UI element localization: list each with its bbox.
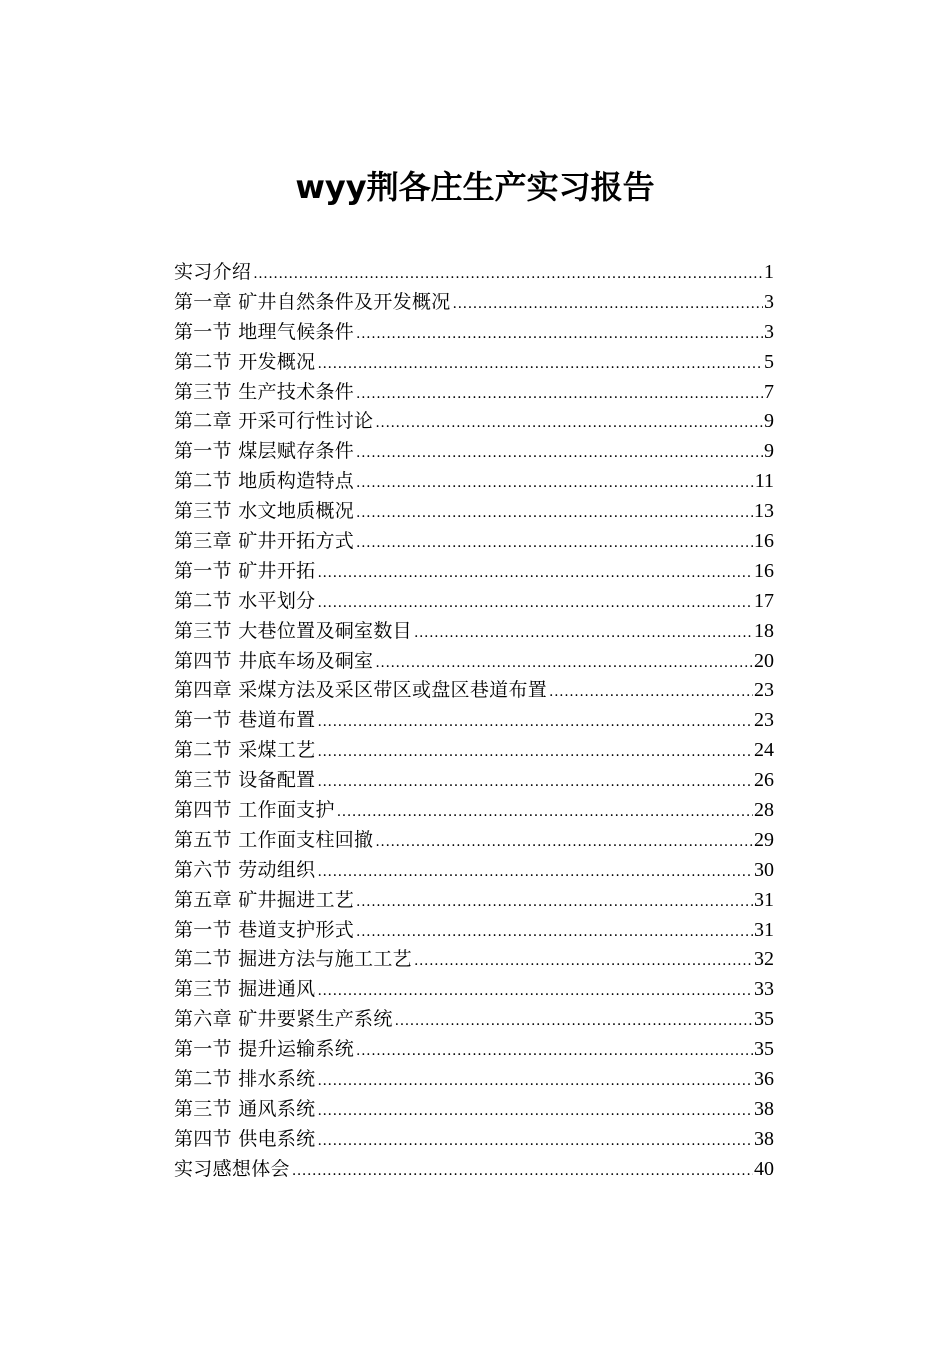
toc-entry-page-number: 9 (764, 410, 774, 433)
toc-entry-page-number: 31 (754, 918, 774, 941)
toc-entry-label: 第六章 矿井要紧生产系统 (174, 1008, 393, 1031)
toc-entry-label: 第四章 采煤方法及采区带区或盘区巷道布置 (174, 679, 548, 702)
toc-entry[interactable] (174, 706, 774, 736)
toc-dot-leader (317, 858, 753, 886)
toc-entry-page-number: 28 (754, 799, 774, 822)
toc-dot-leader (414, 947, 753, 975)
toc-entry-label: 第一节 巷道支护形式 (174, 918, 355, 941)
toc-dot-leader (375, 409, 763, 437)
toc-dot-leader (292, 1157, 753, 1185)
toc-entry[interactable] (174, 796, 774, 826)
toc-entry-page-number: 35 (754, 1008, 774, 1031)
toc-entry[interactable] (174, 258, 774, 288)
toc-entry-label: 第二节 开发概况 (174, 350, 316, 373)
toc-entry-label: 第三章 矿井开拓方式 (174, 530, 355, 553)
toc-entry-page-number: 40 (754, 1157, 774, 1180)
toc-entry-page-number: 3 (764, 290, 774, 313)
toc-entry-label: 第四节 供电系统 (174, 1127, 316, 1150)
table-of-contents (174, 258, 774, 1185)
toc-entry-label: 第二节 排水系统 (174, 1068, 316, 1091)
toc-dot-leader (356, 888, 753, 916)
toc-dot-leader (356, 499, 753, 527)
toc-entry-label: 第一节 煤层赋存条件 (174, 440, 355, 463)
toc-dot-leader (356, 918, 753, 946)
toc-entry-label: 第一节 提升运输系统 (174, 1038, 355, 1061)
toc-entry-page-number: 18 (754, 619, 774, 642)
toc-entry[interactable] (174, 288, 774, 318)
toc-entry-page-number: 17 (754, 589, 774, 612)
toc-entry[interactable] (174, 856, 774, 886)
toc-dot-leader (317, 768, 753, 796)
toc-entry-label: 第一章 矿井自然条件及开发概况 (174, 290, 451, 313)
toc-entry-label: 第一节 矿井开拓 (174, 559, 316, 582)
toc-entry-page-number: 1 (764, 261, 774, 283)
toc-dot-leader (375, 828, 753, 856)
toc-entry-label: 实习感想体会 (174, 1157, 290, 1180)
toc-dot-leader (317, 559, 753, 587)
toc-entry[interactable] (174, 647, 774, 677)
toc-entry[interactable] (174, 826, 774, 856)
toc-entry[interactable] (174, 617, 774, 647)
toc-entry[interactable] (174, 348, 774, 378)
toc-entry-label: 第二节 掘进方法与施工工艺 (174, 948, 412, 971)
toc-entry-page-number: 5 (764, 350, 774, 373)
toc-entry[interactable] (174, 557, 774, 587)
toc-entry[interactable] (174, 318, 774, 348)
toc-entry-label: 第三节 设备配置 (174, 769, 316, 792)
toc-dot-leader (356, 320, 763, 348)
toc-dot-leader (356, 529, 753, 557)
toc-entry[interactable] (174, 1035, 774, 1065)
document-title: wyy荆各庄生产实习报告 (295, 168, 655, 207)
toc-entry-label: 实习介绍 (174, 261, 252, 283)
toc-entry-page-number: 11 (754, 470, 774, 493)
toc-dot-leader (317, 1067, 753, 1095)
toc-dot-leader (317, 738, 753, 766)
toc-entry-page-number: 16 (754, 530, 774, 553)
toc-entry-page-number: 23 (754, 709, 774, 732)
toc-entry-label: 第二章 开采可行性讨论 (174, 410, 374, 433)
toc-entry-label: 第三节 通风系统 (174, 1097, 316, 1120)
toc-entry-label: 第一节 巷道布置 (174, 709, 316, 732)
toc-dot-leader (395, 1007, 753, 1035)
toc-entry[interactable] (174, 378, 774, 408)
toc-entry[interactable] (174, 676, 774, 706)
toc-dot-leader (453, 290, 763, 318)
toc-dot-leader (317, 977, 753, 1005)
toc-entry[interactable] (174, 587, 774, 617)
toc-dot-leader (317, 589, 753, 617)
toc-entry-label: 第三节 水文地质概况 (174, 500, 355, 523)
toc-entry-page-number: 24 (754, 739, 774, 762)
toc-entry-label: 第二节 水平划分 (174, 589, 316, 612)
toc-entry-page-number: 29 (754, 828, 774, 851)
toc-entry-label: 第四节 井底车场及硐室 (174, 649, 374, 672)
toc-entry-label: 第六节 劳动组织 (174, 858, 316, 881)
toc-entry[interactable] (174, 766, 774, 796)
toc-entry-page-number: 13 (754, 500, 774, 523)
toc-entry[interactable] (174, 736, 774, 766)
toc-entry[interactable] (174, 527, 774, 557)
toc-entry-page-number: 38 (754, 1127, 774, 1150)
toc-entry-label: 第五章 矿井掘进工艺 (174, 888, 355, 911)
toc-entry[interactable] (174, 886, 774, 916)
toc-entry-page-number: 23 (754, 679, 774, 702)
toc-entry-label: 第一节 地理气候条件 (174, 320, 355, 343)
toc-entry-label: 第三节 生产技术条件 (174, 380, 355, 403)
toc-entry-label: 第二节 采煤工艺 (174, 739, 316, 762)
toc-entry-page-number: 9 (764, 440, 774, 463)
toc-dot-leader (317, 350, 763, 378)
toc-entry-label: 第四节 工作面支护 (174, 799, 335, 822)
toc-entry[interactable] (174, 497, 774, 527)
toc-entry[interactable] (174, 975, 774, 1005)
toc-entry[interactable] (174, 1065, 774, 1095)
toc-entry-page-number: 31 (754, 888, 774, 911)
toc-dot-leader (317, 1097, 753, 1125)
toc-entry-page-number: 30 (754, 858, 774, 881)
toc-entry-label: 第二节 地质构造特点 (174, 470, 355, 493)
toc-entry-page-number: 16 (754, 559, 774, 582)
toc-entry-page-number: 32 (754, 948, 774, 971)
toc-entry[interactable] (174, 437, 774, 467)
toc-entry[interactable] (174, 1125, 774, 1155)
toc-dot-leader (375, 649, 753, 677)
toc-entry[interactable] (174, 1095, 774, 1125)
toc-entry-label: 第三节 大巷位置及硐室数目 (174, 619, 412, 642)
toc-dot-leader (317, 708, 753, 736)
toc-entry-page-number: 20 (754, 649, 774, 672)
toc-entry[interactable] (174, 407, 774, 437)
toc-entry[interactable] (174, 1005, 774, 1035)
toc-entry-page-number: 7 (764, 380, 774, 403)
toc-dot-leader (253, 260, 763, 288)
toc-dot-leader (356, 380, 763, 408)
toc-entry[interactable] (174, 916, 774, 946)
toc-entry-page-number: 26 (754, 769, 774, 792)
toc-dot-leader (356, 1037, 753, 1065)
toc-dot-leader (356, 469, 754, 497)
toc-dot-leader (549, 678, 753, 706)
toc-entry-label: 第五节 工作面支柱回撤 (174, 828, 374, 851)
toc-entry-page-number: 35 (754, 1038, 774, 1061)
toc-dot-leader (356, 439, 763, 467)
toc-entry[interactable] (174, 1155, 774, 1185)
toc-entry-page-number: 3 (764, 320, 774, 343)
toc-dot-leader (414, 619, 753, 647)
toc-dot-leader (317, 1127, 753, 1155)
toc-entry-page-number: 38 (754, 1097, 774, 1120)
toc-entry-page-number: 36 (754, 1068, 774, 1091)
toc-entry[interactable] (174, 945, 774, 975)
toc-entry-page-number: 33 (754, 978, 774, 1001)
toc-entry[interactable] (174, 467, 774, 497)
toc-dot-leader (337, 798, 753, 826)
toc-entry-label: 第三节 掘进通风 (174, 978, 316, 1001)
